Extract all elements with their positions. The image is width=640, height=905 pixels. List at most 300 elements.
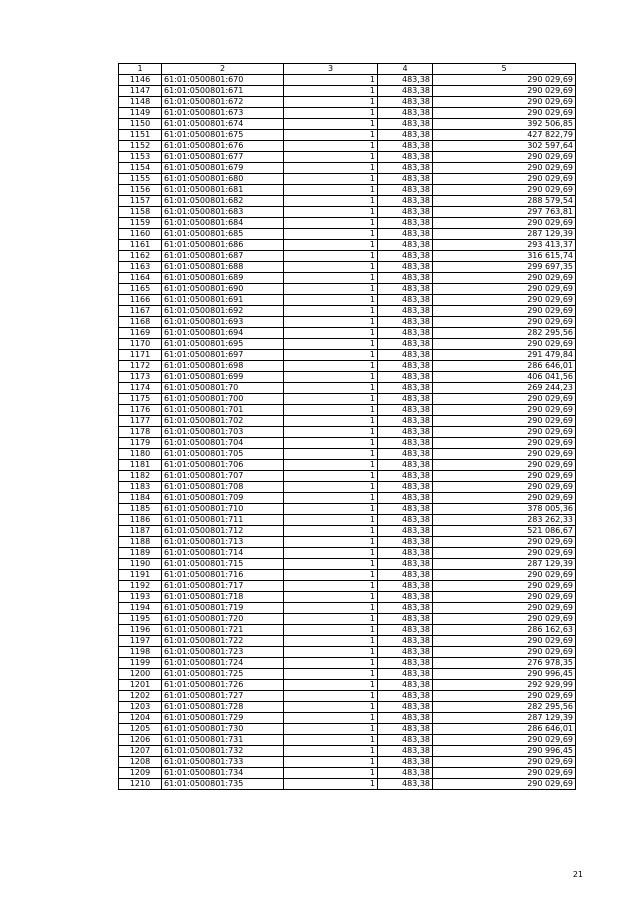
table-cell: 61:01:0500801:704 <box>162 438 284 449</box>
table-cell: 290 029,69 <box>433 570 576 581</box>
table-cell: 1 <box>284 218 378 229</box>
table-cell: 521 086,67 <box>433 526 576 537</box>
table-cell: 406 041,56 <box>433 372 576 383</box>
table-cell: 61:01:0500801:722 <box>162 636 284 647</box>
table-cell: 61:01:0500801:693 <box>162 317 284 328</box>
table-cell: 61:01:0500801:672 <box>162 97 284 108</box>
table-cell: 1 <box>284 284 378 295</box>
table-cell: 483,38 <box>378 317 433 328</box>
table-cell: 290 029,69 <box>433 471 576 482</box>
table-cell: 1 <box>284 75 378 86</box>
table-cell: 483,38 <box>378 515 433 526</box>
table-cell: 1 <box>284 350 378 361</box>
table-cell: 61:01:0500801:720 <box>162 614 284 625</box>
table-cell: 61:01:0500801:694 <box>162 328 284 339</box>
table-cell: 1168 <box>119 317 162 328</box>
table-row <box>119 152 576 163</box>
table-cell: 1202 <box>119 691 162 702</box>
table-cell: 1182 <box>119 471 162 482</box>
table-cell: 483,38 <box>378 526 433 537</box>
table-row <box>119 526 576 537</box>
table-cell: 290 029,69 <box>433 757 576 768</box>
table-cell: 1 <box>284 108 378 119</box>
table-cell: 1 <box>284 559 378 570</box>
table-cell: 483,38 <box>378 779 433 790</box>
table-cell: 61:01:0500801:735 <box>162 779 284 790</box>
table-row <box>119 416 576 427</box>
table-cell: 61:01:0500801:688 <box>162 262 284 273</box>
table-row <box>119 328 576 339</box>
table-cell: 61:01:0500801:732 <box>162 746 284 757</box>
table-cell: 61:01:0500801:681 <box>162 185 284 196</box>
table-cell: 1194 <box>119 603 162 614</box>
table-cell: 287 129,39 <box>433 559 576 570</box>
table-cell: 61:01:0500801:714 <box>162 548 284 559</box>
table-cell: 1178 <box>119 427 162 438</box>
table-cell: 1181 <box>119 460 162 471</box>
table-cell: 1 <box>284 438 378 449</box>
table-cell: 1150 <box>119 119 162 130</box>
table-cell: 483,38 <box>378 240 433 251</box>
table-cell: 483,38 <box>378 394 433 405</box>
table-cell: 286 646,01 <box>433 361 576 372</box>
table-cell: 1 <box>284 383 378 394</box>
table-cell: 1154 <box>119 163 162 174</box>
table-cell: 61:01:0500801:685 <box>162 229 284 240</box>
table-cell: 483,38 <box>378 724 433 735</box>
table-cell: 61:01:0500801:712 <box>162 526 284 537</box>
table-row <box>119 724 576 735</box>
table-cell: 61:01:0500801:721 <box>162 625 284 636</box>
table-row <box>119 768 576 779</box>
column-header-5: 5 <box>433 64 576 75</box>
table-cell: 61:01:0500801:701 <box>162 405 284 416</box>
table-row <box>119 174 576 185</box>
table-row <box>119 372 576 383</box>
table-cell: 61:01:0500801:670 <box>162 75 284 86</box>
table-cell: 483,38 <box>378 416 433 427</box>
table-cell: 290 029,69 <box>433 152 576 163</box>
table-cell: 290 029,69 <box>433 768 576 779</box>
table-row <box>119 97 576 108</box>
table-row <box>119 713 576 724</box>
table-cell: 1 <box>284 658 378 669</box>
table-cell: 1 <box>284 515 378 526</box>
table-row <box>119 130 576 141</box>
table-cell: 1147 <box>119 86 162 97</box>
table-row <box>119 647 576 658</box>
table-cell: 1 <box>284 669 378 680</box>
table-cell: 1186 <box>119 515 162 526</box>
table-cell: 483,38 <box>378 372 433 383</box>
table-cell: 287 129,39 <box>433 229 576 240</box>
table-cell: 61:01:0500801:689 <box>162 273 284 284</box>
table-cell: 61:01:0500801:700 <box>162 394 284 405</box>
table-cell: 1162 <box>119 251 162 262</box>
table-cell: 1 <box>284 86 378 97</box>
table-cell: 61:01:0500801:671 <box>162 86 284 97</box>
data-table <box>118 63 576 790</box>
table-cell: 61:01:0500801:707 <box>162 471 284 482</box>
table-cell: 290 029,69 <box>433 735 576 746</box>
table-cell: 61:01:0500801:727 <box>162 691 284 702</box>
table-cell: 61:01:0500801:687 <box>162 251 284 262</box>
table-cell: 1193 <box>119 592 162 603</box>
table-cell: 290 029,69 <box>433 581 576 592</box>
table-body <box>119 75 576 790</box>
table-cell: 290 029,69 <box>433 548 576 559</box>
table-cell: 290 029,69 <box>433 295 576 306</box>
table-cell: 1 <box>284 647 378 658</box>
table-cell: 483,38 <box>378 196 433 207</box>
table-cell: 1189 <box>119 548 162 559</box>
table-cell: 283 262,33 <box>433 515 576 526</box>
table-cell: 290 029,69 <box>433 636 576 647</box>
table-row <box>119 757 576 768</box>
table-cell: 290 029,69 <box>433 174 576 185</box>
table-cell: 483,38 <box>378 548 433 559</box>
table-cell: 290 029,69 <box>433 482 576 493</box>
table-cell: 1 <box>284 141 378 152</box>
table-cell: 483,38 <box>378 691 433 702</box>
table-row <box>119 669 576 680</box>
table-cell: 1208 <box>119 757 162 768</box>
table-cell: 290 029,69 <box>433 97 576 108</box>
table-cell: 1 <box>284 427 378 438</box>
table-row <box>119 273 576 284</box>
table-cell: 61:01:0500801:703 <box>162 427 284 438</box>
table-cell: 1169 <box>119 328 162 339</box>
table-cell: 483,38 <box>378 746 433 757</box>
table-cell: 61:01:0500801:713 <box>162 537 284 548</box>
table-cell: 1207 <box>119 746 162 757</box>
table-cell: 282 295,56 <box>433 702 576 713</box>
table-cell: 290 996,45 <box>433 746 576 757</box>
table-cell: 483,38 <box>378 229 433 240</box>
table-cell: 61:01:0500801:698 <box>162 361 284 372</box>
header-row <box>119 64 576 75</box>
table-cell: 61:01:0500801:699 <box>162 372 284 383</box>
table-cell: 1 <box>284 581 378 592</box>
table-cell: 1 <box>284 130 378 141</box>
table-cell: 1172 <box>119 361 162 372</box>
table-cell: 61:01:0500801:673 <box>162 108 284 119</box>
table-cell: 1163 <box>119 262 162 273</box>
table-cell: 61:01:0500801:723 <box>162 647 284 658</box>
table-cell: 1152 <box>119 141 162 152</box>
table-cell: 290 029,69 <box>433 218 576 229</box>
table-cell: 290 029,69 <box>433 273 576 284</box>
table-cell: 1 <box>284 636 378 647</box>
table-cell: 1 <box>284 240 378 251</box>
table-cell: 1 <box>284 504 378 515</box>
table-cell: 292 929,99 <box>433 680 576 691</box>
table-cell: 1155 <box>119 174 162 185</box>
table-cell: 1 <box>284 680 378 691</box>
table-row <box>119 185 576 196</box>
table-cell: 1176 <box>119 405 162 416</box>
table-cell: 61:01:0500801:706 <box>162 460 284 471</box>
table-cell: 1204 <box>119 713 162 724</box>
table-cell: 1 <box>284 625 378 636</box>
table-cell: 483,38 <box>378 471 433 482</box>
table-cell: 1196 <box>119 625 162 636</box>
table-cell: 61:01:0500801:676 <box>162 141 284 152</box>
table-cell: 1165 <box>119 284 162 295</box>
table-cell: 287 129,39 <box>433 713 576 724</box>
table-row <box>119 86 576 97</box>
table-cell: 1160 <box>119 229 162 240</box>
table-cell: 61:01:0500801:708 <box>162 482 284 493</box>
table-row <box>119 350 576 361</box>
table-cell: 483,38 <box>378 328 433 339</box>
table-cell: 483,38 <box>378 735 433 746</box>
table-cell: 61:01:0500801:683 <box>162 207 284 218</box>
table-cell: 1 <box>284 152 378 163</box>
table-cell: 1 <box>284 229 378 240</box>
table-cell: 1200 <box>119 669 162 680</box>
table-cell: 1 <box>284 460 378 471</box>
table-cell: 61:01:0500801:728 <box>162 702 284 713</box>
table-cell: 1151 <box>119 130 162 141</box>
table-cell: 61:01:0500801:734 <box>162 768 284 779</box>
table-cell: 290 029,69 <box>433 691 576 702</box>
table-cell: 483,38 <box>378 636 433 647</box>
table-cell: 1199 <box>119 658 162 669</box>
table-cell: 1191 <box>119 570 162 581</box>
table-cell: 316 615,74 <box>433 251 576 262</box>
table-cell: 483,38 <box>378 592 433 603</box>
table-row <box>119 493 576 504</box>
table-cell: 1 <box>284 614 378 625</box>
table-cell: 1174 <box>119 383 162 394</box>
table-cell: 290 029,69 <box>433 405 576 416</box>
table-cell: 61:01:0500801:725 <box>162 669 284 680</box>
table-cell: 1198 <box>119 647 162 658</box>
table-cell: 290 029,69 <box>433 185 576 196</box>
table-cell: 1 <box>284 493 378 504</box>
table-cell: 483,38 <box>378 537 433 548</box>
table-cell: 1201 <box>119 680 162 691</box>
table-cell: 483,38 <box>378 713 433 724</box>
table-cell: 1159 <box>119 218 162 229</box>
table-cell: 1 <box>284 119 378 130</box>
table-row <box>119 779 576 790</box>
table-row <box>119 537 576 548</box>
table-cell: 61:01:0500801:675 <box>162 130 284 141</box>
table-cell: 1185 <box>119 504 162 515</box>
table-row <box>119 625 576 636</box>
table-cell: 290 996,45 <box>433 669 576 680</box>
table-cell: 483,38 <box>378 669 433 680</box>
table-row <box>119 603 576 614</box>
table-cell: 61:01:0500801:733 <box>162 757 284 768</box>
table-cell: 1179 <box>119 438 162 449</box>
table-cell: 1167 <box>119 306 162 317</box>
table-row <box>119 108 576 119</box>
table-cell: 483,38 <box>378 614 433 625</box>
table-cell: 286 162,63 <box>433 625 576 636</box>
table-cell: 1 <box>284 757 378 768</box>
table-row <box>119 361 576 372</box>
table-row <box>119 394 576 405</box>
table-cell: 1210 <box>119 779 162 790</box>
table-cell: 483,38 <box>378 119 433 130</box>
table-cell: 483,38 <box>378 405 433 416</box>
table-cell: 483,38 <box>378 647 433 658</box>
table-cell: 1 <box>284 691 378 702</box>
table-cell: 302 597,64 <box>433 141 576 152</box>
table-cell: 1192 <box>119 581 162 592</box>
table-cell: 483,38 <box>378 262 433 273</box>
table-cell: 1146 <box>119 75 162 86</box>
table-row <box>119 548 576 559</box>
table-cell: 483,38 <box>378 185 433 196</box>
table-cell: 1171 <box>119 350 162 361</box>
table-cell: 483,38 <box>378 449 433 460</box>
table-cell: 61:01:0500801:716 <box>162 570 284 581</box>
table-cell: 1156 <box>119 185 162 196</box>
table-row <box>119 339 576 350</box>
table-cell: 1170 <box>119 339 162 350</box>
table-cell: 483,38 <box>378 570 433 581</box>
table-cell: 1 <box>284 537 378 548</box>
table-cell: 1 <box>284 328 378 339</box>
table-cell: 483,38 <box>378 163 433 174</box>
table-cell: 483,38 <box>378 702 433 713</box>
table-cell: 290 029,69 <box>433 284 576 295</box>
table-row <box>119 306 576 317</box>
table-cell: 483,38 <box>378 427 433 438</box>
table-cell: 290 029,69 <box>433 339 576 350</box>
table-cell: 61:01:0500801:690 <box>162 284 284 295</box>
table-cell: 1 <box>284 196 378 207</box>
table-cell: 483,38 <box>378 680 433 691</box>
table-cell: 392 506,85 <box>433 119 576 130</box>
table-cell: 483,38 <box>378 141 433 152</box>
table-cell: 61:01:0500801:70 <box>162 383 284 394</box>
table-cell: 483,38 <box>378 350 433 361</box>
table-cell: 483,38 <box>378 97 433 108</box>
table-cell: 297 763,81 <box>433 207 576 218</box>
table-row <box>119 383 576 394</box>
table-cell: 1184 <box>119 493 162 504</box>
table-row <box>119 691 576 702</box>
table-cell: 61:01:0500801:677 <box>162 152 284 163</box>
table-cell: 483,38 <box>378 339 433 350</box>
table-cell: 483,38 <box>378 152 433 163</box>
table-cell: 1 <box>284 592 378 603</box>
table-cell: 483,38 <box>378 460 433 471</box>
table-row <box>119 482 576 493</box>
table-cell: 1195 <box>119 614 162 625</box>
table-cell: 290 029,69 <box>433 438 576 449</box>
table-row <box>119 746 576 757</box>
table-cell: 61:01:0500801:718 <box>162 592 284 603</box>
table-cell: 1 <box>284 570 378 581</box>
table-cell: 1209 <box>119 768 162 779</box>
table-cell: 1197 <box>119 636 162 647</box>
table-cell: 378 005,36 <box>433 504 576 515</box>
table-cell: 61:01:0500801:719 <box>162 603 284 614</box>
table-cell: 61:01:0500801:702 <box>162 416 284 427</box>
table-row <box>119 262 576 273</box>
table-cell: 1 <box>284 735 378 746</box>
table-row <box>119 141 576 152</box>
table-cell: 1 <box>284 361 378 372</box>
table-header <box>119 64 576 75</box>
table-cell: 290 029,69 <box>433 306 576 317</box>
table-cell: 1 <box>284 768 378 779</box>
table-cell: 1 <box>284 372 378 383</box>
table-cell: 1 <box>284 185 378 196</box>
table-cell: 290 029,69 <box>433 537 576 548</box>
table-cell: 290 029,69 <box>433 394 576 405</box>
table-cell: 61:01:0500801:691 <box>162 295 284 306</box>
table-cell: 483,38 <box>378 493 433 504</box>
table-cell: 1164 <box>119 273 162 284</box>
table-cell: 61:01:0500801:695 <box>162 339 284 350</box>
table-cell: 1 <box>284 548 378 559</box>
table-cell: 483,38 <box>378 603 433 614</box>
table-cell: 61:01:0500801:730 <box>162 724 284 735</box>
table-cell: 1 <box>284 207 378 218</box>
table-cell: 61:01:0500801:686 <box>162 240 284 251</box>
table-cell: 427 822,79 <box>433 130 576 141</box>
table-cell: 1161 <box>119 240 162 251</box>
table-cell: 61:01:0500801:679 <box>162 163 284 174</box>
table-cell: 483,38 <box>378 757 433 768</box>
table-cell: 1 <box>284 482 378 493</box>
table-cell: 483,38 <box>378 361 433 372</box>
table-row <box>119 438 576 449</box>
table-row <box>119 559 576 570</box>
table-cell: 483,38 <box>378 306 433 317</box>
table-cell: 1203 <box>119 702 162 713</box>
table-cell: 61:01:0500801:674 <box>162 119 284 130</box>
table-cell: 1 <box>284 306 378 317</box>
column-header-2: 2 <box>162 64 284 75</box>
table-cell: 1 <box>284 163 378 174</box>
table-cell: 483,38 <box>378 504 433 515</box>
table-cell: 1206 <box>119 735 162 746</box>
table-cell: 290 029,69 <box>433 427 576 438</box>
table-cell: 1158 <box>119 207 162 218</box>
table-row <box>119 427 576 438</box>
table-row <box>119 119 576 130</box>
table-row <box>119 317 576 328</box>
table-cell: 1 <box>284 339 378 350</box>
table-cell: 61:01:0500801:715 <box>162 559 284 570</box>
table-cell: 1 <box>284 251 378 262</box>
table-row <box>119 581 576 592</box>
table-cell: 1 <box>284 262 378 273</box>
table-cell: 61:01:0500801:731 <box>162 735 284 746</box>
table-cell: 1 <box>284 526 378 537</box>
table-row <box>119 229 576 240</box>
table-cell: 299 697,35 <box>433 262 576 273</box>
table-cell: 1 <box>284 471 378 482</box>
table-cell: 1 <box>284 724 378 735</box>
table-cell: 483,38 <box>378 75 433 86</box>
table-cell: 61:01:0500801:710 <box>162 504 284 515</box>
table-cell: 483,38 <box>378 86 433 97</box>
table-row <box>119 207 576 218</box>
table-cell: 1177 <box>119 416 162 427</box>
table-cell: 61:01:0500801:684 <box>162 218 284 229</box>
table-row <box>119 251 576 262</box>
table-cell: 1 <box>284 702 378 713</box>
